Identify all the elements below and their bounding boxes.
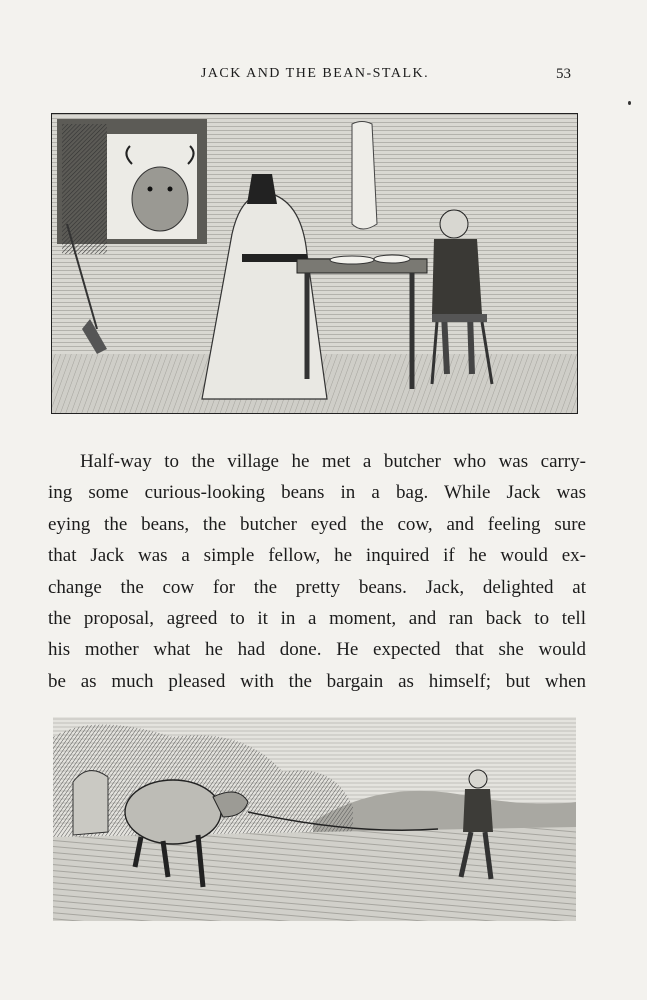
running-title: JACK AND THE BEAN-STALK. (200, 66, 430, 81)
body-text (48, 446, 586, 697)
text-line: the proposal, agreed to it in a moment, and ran back to tell (48, 608, 586, 630)
engraving-road-scene (53, 717, 576, 921)
running-head (0, 66, 647, 90)
road-scene-drawing (53, 717, 576, 921)
text-line: change the cow for the pretty beans. Jack, delighted at (48, 576, 586, 598)
text-line: that Jack was a simple fellow, he inquired if he would ex- (48, 545, 586, 567)
page-number: 53 (556, 66, 571, 82)
text-line: ing some curious-looking beans in a bag. While Jack was (48, 482, 586, 504)
text-line: his mother what he had done. He expected that she would (48, 639, 586, 661)
ink-speck (628, 101, 631, 105)
engraving-interior-scene (51, 113, 578, 414)
interior-scene-drawing (52, 114, 577, 413)
text-line: Half-way to the village he met a butcher who was carry- (80, 451, 586, 472)
text-line: be as much pleased with the bargain as himself; but when (48, 670, 586, 692)
text-line: eying the beans, the butcher eyed the cow, and feeling sure (48, 513, 586, 535)
